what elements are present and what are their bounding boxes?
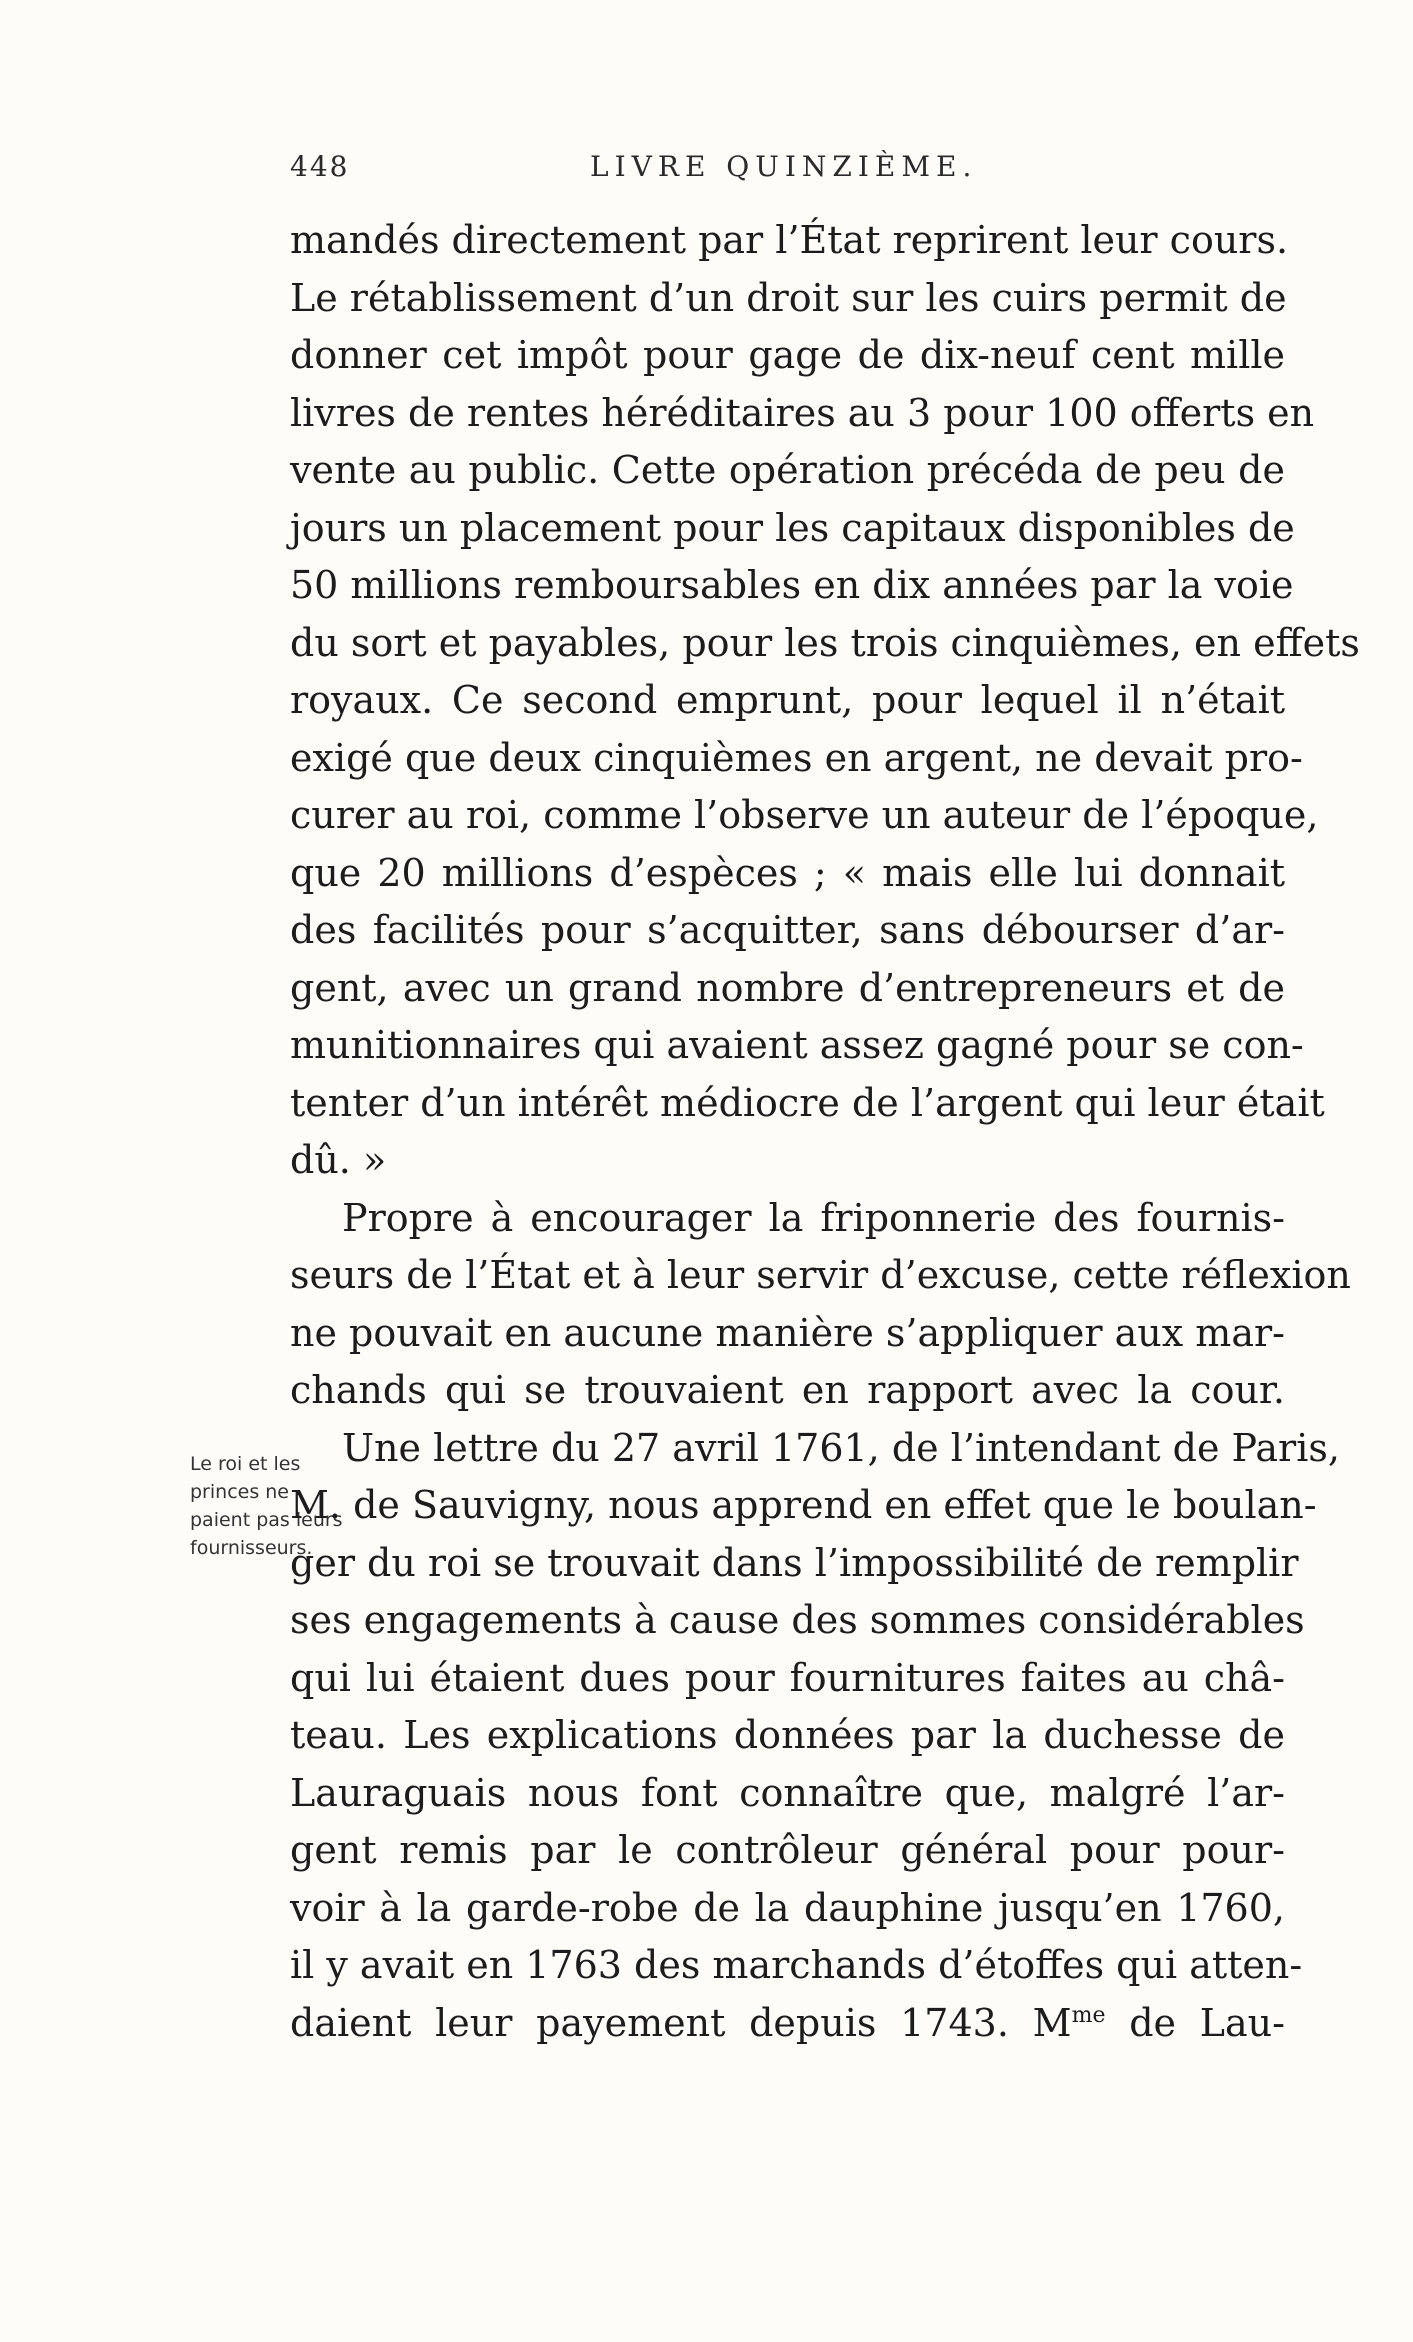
text-line: qui lui étaient dues pour fournitures faites au châ-: [290, 1655, 1285, 1700]
text-line: tenter d’un intérêt médiocre de l’argent qui leur était: [290, 1080, 1325, 1125]
text-line: teau. Les explications données par la duchesse de: [290, 1713, 1285, 1757]
marginal-note-line: fournisseurs.: [190, 1537, 313, 1559]
text-segment: de Lau-: [1105, 2000, 1285, 2045]
text-line: ne pouvait en aucune manière s’appliquer aux mar-: [290, 1310, 1285, 1355]
text-line: ses engagements à cause des sommes considérables: [290, 1598, 1305, 1642]
running-title: LIVRE QUINZIÈME.: [590, 150, 978, 183]
text-line: chands qui se trouvaient en rapport avec la cour.: [290, 1368, 1285, 1412]
text-line: Le rétablissement d’un droit sur les cuirs permit de: [290, 275, 1287, 320]
text-line: exigé que deux cinquièmes en argent, ne devait pro-: [290, 735, 1303, 780]
text-line: du sort et payables, pour les trois cinquièmes, en effets: [290, 620, 1360, 665]
text-line: que 20 millions d’espèces ; « mais elle lui donnait: [290, 850, 1285, 895]
text-line: M. de Sauvigny, nous apprend en effet que le boulan-: [290, 1483, 1317, 1527]
page-header: [290, 150, 1290, 190]
text-line: des facilités pour s’acquitter, sans débourser d’ar-: [290, 908, 1285, 952]
text-line: seurs de l’État et à leur servir d’excuse, cette réflexion: [290, 1253, 1351, 1297]
text-line: 50 millions remboursables en dix années par la voie: [290, 563, 1294, 607]
text-line: voir à la garde-robe de la dauphine jusqu’en 1760,: [290, 1885, 1285, 1930]
page-number: 448: [290, 150, 350, 183]
text-line: mandés directement par l’État reprirent leur cours.: [290, 218, 1289, 262]
text-line: dû. »: [290, 1138, 387, 1182]
text-line: munitionnaires qui avaient assez gagné pour se con-: [290, 1023, 1304, 1067]
superscript: me: [1071, 2002, 1106, 2028]
text-line-last: [290, 1995, 1285, 2053]
text-line: il y avait en 1763 des marchands d’étoffes qui atten-: [290, 1943, 1303, 1987]
text-line: gent, avec un grand nombre d’entrepreneurs et de: [290, 965, 1285, 1010]
text-line: Lauraguais nous font connaître que, malgré l’ar-: [290, 1770, 1285, 1815]
text-line: vente au public. Cette opération précéda de peu de: [290, 448, 1285, 492]
text-line: gent remis par le contrôleur général pour pour-: [290, 1828, 1285, 1872]
text-line: livres de rentes héréditaires au 3 pour 100 offerts en: [290, 390, 1315, 435]
text-line: ger du roi se trouvait dans l’impossibilité de remplir: [290, 1540, 1299, 1585]
text-line: jours un placement pour les capitaux disponibles de: [290, 505, 1295, 550]
text-line: Propre à encourager la friponnerie des fournis-: [342, 1195, 1285, 1240]
marginal-note: [190, 1450, 343, 1562]
text-line: Une lettre du 27 avril 1761, de l’intendant de Paris,: [342, 1425, 1340, 1470]
text-line: royaux. Ce second emprunt, pour lequel il n’était: [290, 678, 1285, 722]
marginal-note-line: paient pas leurs: [190, 1509, 343, 1531]
text-line: donner cet impôt pour gage de dix-neuf cent mille: [290, 333, 1285, 377]
body-text: [290, 212, 1360, 2052]
text-line: curer au roi, comme l’observe un auteur de l’époque,: [290, 793, 1319, 837]
text-segment: daient leur payement depuis 1743. M: [290, 2000, 1072, 2045]
marginal-note-line: princes ne: [190, 1481, 289, 1503]
marginal-note-line: Le roi et les: [190, 1453, 301, 1475]
